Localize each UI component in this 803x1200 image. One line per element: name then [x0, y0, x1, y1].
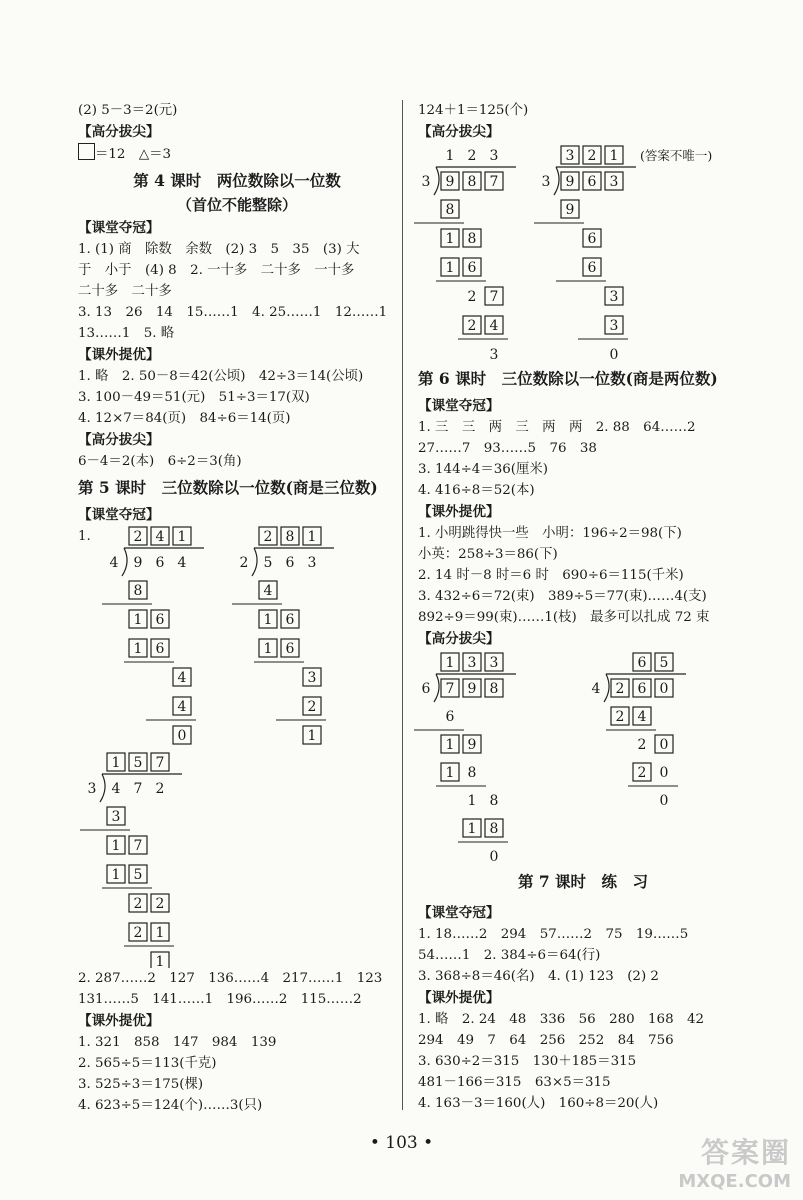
divisor: 2 [239, 555, 249, 571]
answer-line: 13……1 5. 略 [78, 326, 175, 341]
square-symbol-icon [78, 143, 95, 160]
step-digit: 1 [445, 231, 455, 247]
triangle-symbol-icon: △ [138, 147, 150, 162]
step-digit: 5 [133, 867, 143, 883]
answer-line: 131……5 141……1 196……2 115……2 [78, 992, 362, 1007]
answer-line: 二十多 二十多 [78, 284, 172, 299]
answer-line: 294 49 7 64 256 252 84 756 [418, 1033, 674, 1048]
step-digit: 0 [177, 728, 187, 744]
step-digit: 9 [565, 202, 575, 218]
step-digit: 3 [489, 347, 499, 363]
dividend-digit: 9 [467, 681, 477, 697]
step-digit: 2 [637, 765, 647, 781]
dividend-digit: 9 [565, 174, 575, 190]
column-divider [402, 100, 403, 1110]
step-digit: 2 [155, 896, 165, 912]
dividend-digit: 6 [587, 174, 597, 190]
step-digit: 2 [133, 925, 143, 941]
dividend-digit: 8 [489, 681, 499, 697]
step-digit: 6 [587, 260, 597, 276]
step-digit: 6 [467, 260, 477, 276]
answer-line: 4. 416÷8＝52(本) [418, 483, 535, 498]
step-digit: 6 [285, 641, 295, 657]
quotient-digit: 3 [565, 148, 575, 164]
right-column [418, 100, 748, 1114]
quotient-digit: 1 [177, 529, 187, 545]
dividend-digit: 7 [133, 781, 143, 797]
watermark-url: MXQE.COM [678, 1171, 791, 1192]
answer-line-shapes: ＝12 △＝3 [78, 143, 396, 165]
step-digit: 3 [609, 318, 619, 334]
step-digit: 4 [177, 699, 187, 715]
long-division-d4 [412, 143, 542, 367]
long-division-d6 [412, 650, 542, 862]
quotient-digit: 6 [637, 655, 647, 671]
step-digit: 1 [467, 821, 477, 837]
dividend-digit: 9 [445, 174, 455, 190]
dividend-digit: 6 [637, 681, 647, 697]
section-header-ketang: 【课堂夺冠】 [418, 398, 500, 414]
step-digit: 6 [155, 641, 165, 657]
division-bracket [100, 774, 105, 802]
step-digit: 7 [489, 289, 499, 305]
step-digit: 8 [489, 821, 499, 837]
lesson-7-title: 第 7 课时 练 习 [517, 872, 649, 891]
lesson-4-title: 第 4 课时 两位数除以一位数 [133, 171, 341, 190]
dividend-digit: 9 [133, 555, 143, 571]
dividend-digit: 2 [615, 681, 625, 697]
long-division-row-1 [78, 526, 396, 750]
step-digit: 1 [111, 838, 121, 854]
answer-line: 3. 432÷6＝72(束) 389÷5＝77(束)……4(支) [418, 589, 707, 604]
step-digit: 8 [467, 765, 477, 781]
quotient-digit: 1 [307, 529, 317, 545]
step-digit: 1 [445, 737, 455, 753]
quotient-digit: 1 [445, 148, 455, 164]
step-digit: 6 [285, 612, 295, 628]
answer-line: 1. 三 三 两 三 两 两 2. 88 64……2 [418, 420, 696, 435]
step-digit: 6 [155, 612, 165, 628]
dividend-digit: 3 [307, 555, 317, 571]
answer-line: 3. 368÷8＝46(名) 4. (1) 123 (2) 2 [418, 969, 659, 984]
answer-line: 1. (1) 商 除数 余数 (2) 3 5 35 (3) 大 [78, 242, 360, 257]
step-digit: 3 [307, 670, 317, 686]
section-header-gaofen: 【高分拔尖】 [78, 124, 160, 140]
step-digit: 1 [263, 612, 273, 628]
step-digit: 2 [637, 737, 647, 753]
dividend-digit: 7 [489, 174, 499, 190]
question-label: 1. [78, 529, 91, 544]
long-division-row-3 [418, 650, 748, 862]
long-division-d5 [532, 143, 742, 367]
divisor: 3 [421, 174, 431, 190]
quotient-digit: 3 [467, 655, 477, 671]
step-digit: 2 [307, 699, 317, 715]
division-bracket [252, 548, 257, 576]
answer-line: 2. 565÷5＝113(千克) [78, 1056, 217, 1071]
dividend-digit: 2 [155, 781, 165, 797]
step-digit: 2 [467, 289, 477, 305]
answer-line: 4. 12×7＝84(页) 84÷6＝14(页) [78, 411, 291, 426]
section-header-kewai: 【课外提优】 [418, 990, 500, 1006]
quotient-digit: 7 [155, 755, 165, 771]
step-digit: 1 [445, 260, 455, 276]
quotient-digit: 3 [489, 655, 499, 671]
dividend-digit: 8 [467, 174, 477, 190]
step-digit: 3 [609, 289, 619, 305]
divisor: 4 [591, 681, 601, 697]
step-digit: 8 [445, 202, 455, 218]
section-header-kewai: 【课外提优】 [78, 1013, 160, 1029]
step-digit: 3 [111, 809, 121, 825]
step-digit: 1 [111, 867, 121, 883]
step-digit: 9 [467, 737, 477, 753]
step-digit: 0 [659, 793, 669, 809]
step-digit: 2 [467, 318, 477, 334]
answer-line: 4. 623÷5＝124(个)……3(只) [78, 1098, 263, 1113]
answer-line: (2) 5－3＝2(元) [78, 103, 178, 118]
answer-line: 3. 630÷2＝315 130＋185＝315 [418, 1054, 637, 1069]
divisor: 4 [109, 555, 119, 571]
divisor: 3 [541, 174, 551, 190]
quotient-digit: 2 [467, 148, 477, 164]
step-digit: 2 [133, 896, 143, 912]
answer-line: 54……1 2. 384÷6＝64(行) [418, 948, 601, 963]
dividend-digit: 5 [263, 555, 273, 571]
watermark-text: 答案圈 [700, 1136, 791, 1169]
quotient-digit: 5 [133, 755, 143, 771]
answer-line: 1. 小明跳得快一些 小明：196÷2＝98(下) [418, 526, 682, 541]
answer-line: 3. 100－49＝51(元) 51÷3＝17(双) [78, 390, 310, 405]
answer-line: 4. 163－3＝160(人) 160÷8＝20(人) [418, 1096, 659, 1111]
step-digit: 7 [133, 838, 143, 854]
step-digit: 4 [263, 583, 273, 599]
step-digit: 8 [489, 793, 499, 809]
step-digit: 8 [133, 583, 143, 599]
division-bracket [122, 548, 127, 576]
section-header-ketang: 【课堂夺冠】 [78, 507, 160, 523]
dividend-digit: 4 [111, 781, 121, 797]
step-digit: 6 [445, 709, 455, 725]
long-division-d1 [100, 524, 230, 748]
dividend-digit: 4 [177, 555, 187, 571]
division-bracket [604, 674, 609, 702]
step-digit: 8 [467, 231, 477, 247]
answer-line: 2. 287……2 127 136……4 217……1 123 [78, 971, 383, 986]
quotient-digit: 1 [111, 755, 121, 771]
long-division-d2 [230, 524, 360, 748]
step-digit: 1 [133, 612, 143, 628]
long-division-row-2 [418, 143, 748, 367]
answer-line: 892÷9＝99(束)……1(枝) 最多可以扎成 72 束 [418, 610, 710, 625]
step-digit: 1 [307, 728, 317, 744]
quotient-digit: 3 [489, 148, 499, 164]
divisor: 6 [421, 681, 431, 697]
step-digit: 2 [615, 709, 625, 725]
section-header-ketang: 【课堂夺冠】 [78, 220, 160, 236]
lesson-5-title: 第 5 课时 三位数除以一位数(商是三位数) [78, 478, 378, 497]
step-digit: 1 [155, 954, 165, 968]
answer-line: 1. 18……2 294 57……2 75 19……5 [418, 927, 689, 942]
lesson-6-title: 第 6 课时 三位数除以一位数(商是两位数) [418, 369, 718, 388]
step-digit: 1 [445, 765, 455, 781]
divisor: 3 [87, 781, 97, 797]
answer-line: 3. 13 26 14 15……1 4. 25……1 12……1 [78, 305, 388, 320]
step-digit: 6 [587, 231, 597, 247]
answer-line: 1. 321 858 147 984 139 [78, 1035, 277, 1050]
section-header-gaofen: 【高分拔尖】 [418, 124, 500, 140]
answer-line: 124＋1＝125(个) [418, 103, 529, 118]
answer-line: 小英：258÷3＝86(下) [418, 547, 558, 562]
answer-line: 481－166＝315 63×5＝315 [418, 1075, 611, 1090]
division-bracket [434, 167, 439, 195]
step-digit: 1 [263, 641, 273, 657]
step-digit: 4 [637, 709, 647, 725]
watermark-logo [678, 1131, 791, 1192]
division-bracket [434, 674, 439, 702]
step-digit: 1 [133, 641, 143, 657]
step-digit: 1 [467, 793, 477, 809]
quotient-digit: 2 [133, 529, 143, 545]
long-division-d3 [78, 750, 208, 968]
section-header-gaofen: 【高分拔尖】 [418, 631, 500, 647]
section-header-ketang: 【课堂夺冠】 [418, 905, 500, 921]
answer-line: 6－4＝2(本) 6÷2＝3(角) [78, 454, 242, 469]
step-digit: 0 [489, 849, 499, 862]
dividend-digit: 7 [445, 681, 455, 697]
answer-line: 1. 略 2. 24 48 336 56 280 168 42 [418, 1012, 705, 1027]
page-number: • 103 • [369, 1133, 434, 1153]
section-header-gaofen: 【高分拔尖】 [78, 432, 160, 448]
step-digit: 4 [489, 318, 499, 334]
answer-line: 3. 525÷3＝175(棵) [78, 1077, 204, 1092]
long-division-d7 [582, 650, 712, 820]
section-header-kewai: 【课外提优】 [78, 347, 160, 363]
answer-line: 2. 14 时－8 时＝6 时 690÷6＝115(千米) [418, 568, 684, 583]
quotient-digit: 8 [285, 529, 295, 545]
quotient-digit: 5 [659, 655, 669, 671]
division-bracket [554, 167, 559, 195]
answer-line: 于 小于 (4) 8 2. 一十多 二十多 一十多 [78, 263, 355, 278]
section-header-kewai: 【课外提优】 [418, 504, 500, 520]
answer-line: 1. 略 2. 50－8＝42(公顷) 42÷3＝14(公顷) [78, 369, 364, 384]
note-text: (答案不唯一) [640, 148, 713, 163]
quotient-digit: 1 [609, 148, 619, 164]
quotient-digit: 1 [445, 655, 455, 671]
quotient-digit: 2 [263, 529, 273, 545]
dividend-digit: 0 [659, 681, 669, 697]
left-column [78, 100, 396, 1116]
dividend-digit: 6 [155, 555, 165, 571]
dividend-digit: 6 [285, 555, 295, 571]
dividend-digit: 3 [609, 174, 619, 190]
step-digit: 0 [659, 737, 669, 753]
quotient-digit: 2 [587, 148, 597, 164]
step-digit: 0 [609, 347, 619, 363]
answer-line: 3. 144÷4＝36(厘米) [418, 462, 548, 477]
step-digit: 0 [659, 765, 669, 781]
step-digit: 4 [177, 670, 187, 686]
step-digit: 1 [155, 925, 165, 941]
quotient-digit: 4 [155, 529, 165, 545]
answer-line: 27……7 93……5 76 38 [418, 441, 597, 456]
lesson-4-subtitle: （首位不能整除） [176, 196, 297, 214]
